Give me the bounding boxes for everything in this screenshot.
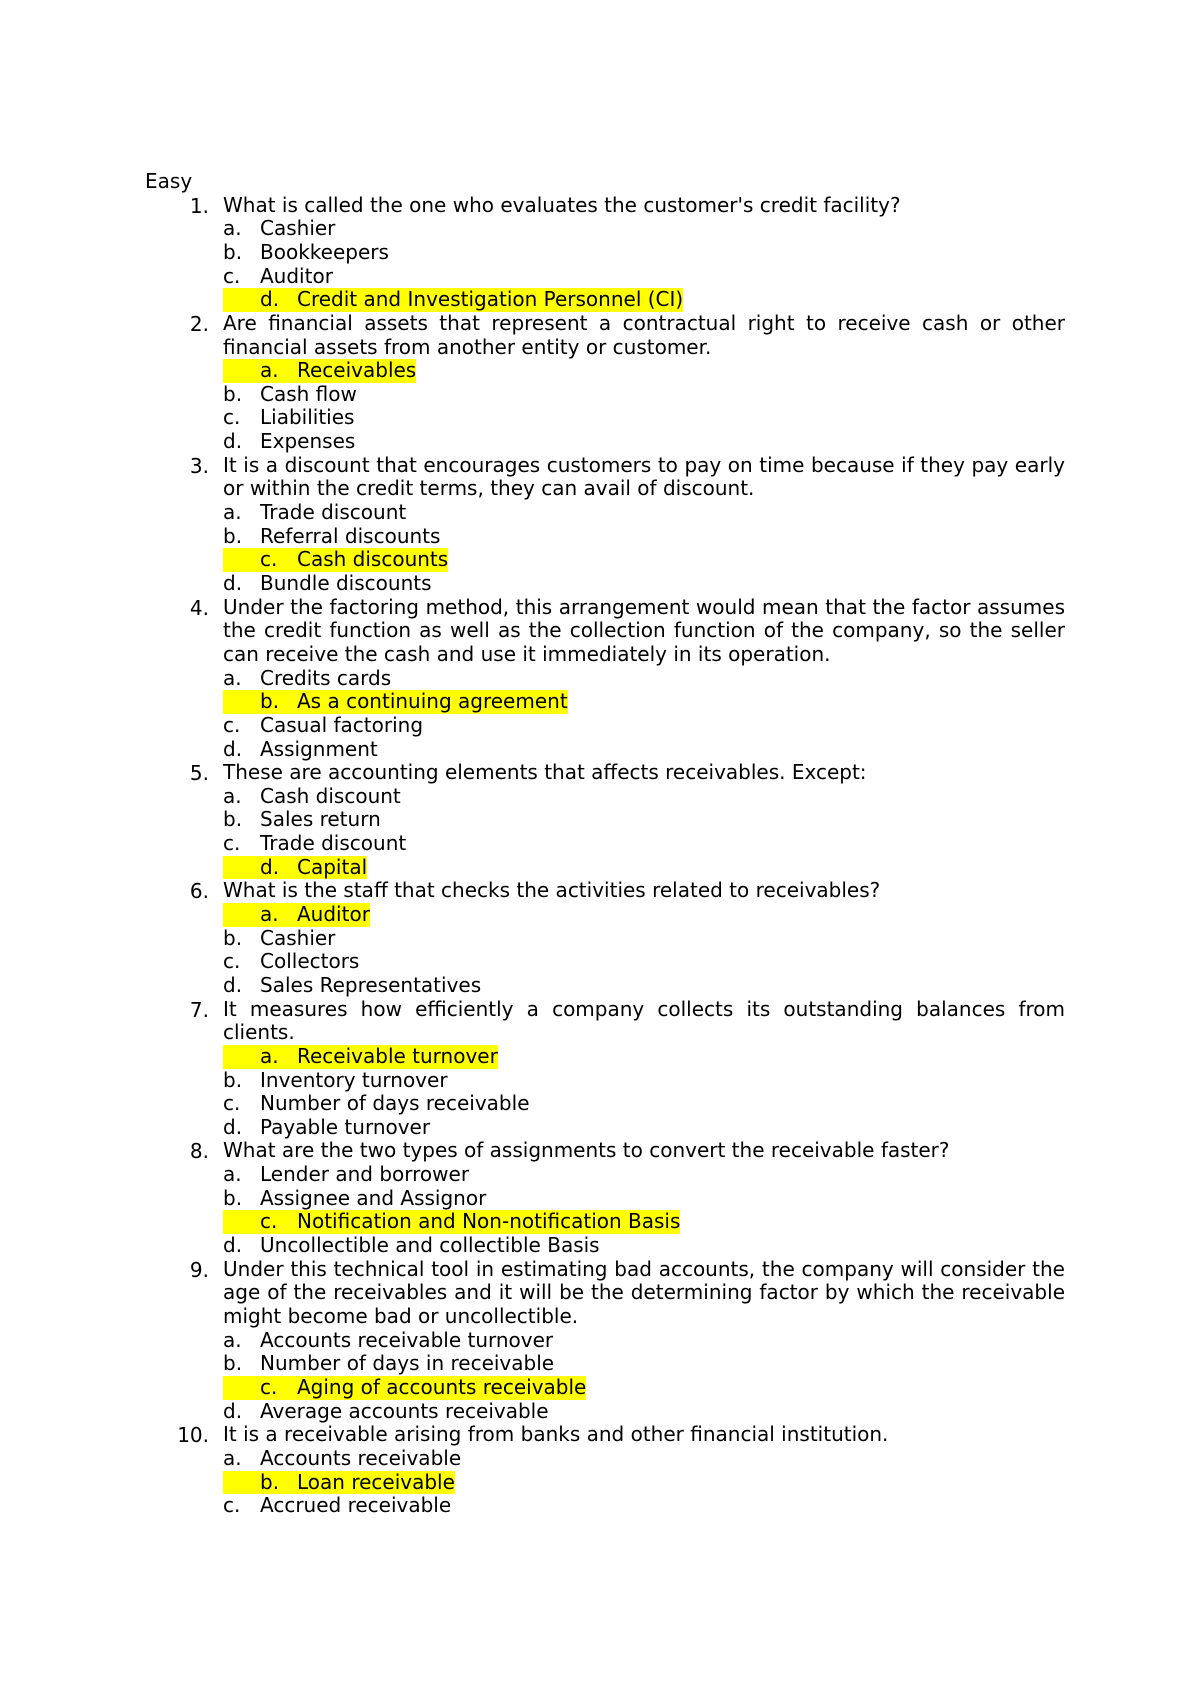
section-heading: Easy — [145, 169, 193, 193]
option-text: Bookkeepers — [260, 239, 389, 264]
answer-option — [145, 430, 1065, 454]
option-text: Collectors — [260, 949, 360, 974]
option-wrapper — [223, 548, 448, 572]
option-text: Accrued receivable — [260, 1493, 452, 1518]
answer-option — [145, 927, 1065, 951]
option-letter: c. — [260, 1374, 278, 1399]
option-letter: c. — [223, 949, 241, 974]
answer-option-highlighted — [145, 359, 1065, 383]
answer-option — [145, 1069, 1065, 1093]
question-stem — [145, 998, 1065, 1045]
option-text: Receivables — [297, 358, 417, 383]
option-letter: d. — [260, 287, 280, 312]
answer-option-highlighted — [145, 1045, 1065, 1069]
answer-option — [145, 1400, 1065, 1424]
option-letter: b. — [223, 1067, 243, 1092]
answer-option — [145, 950, 1065, 974]
option-text: Expenses — [260, 429, 356, 454]
answer-option-highlighted — [145, 1471, 1065, 1495]
option-letter: a. — [223, 500, 242, 525]
question-item — [145, 1423, 1065, 1518]
answer-option — [145, 738, 1065, 762]
option-wrapper — [223, 903, 370, 927]
option-text: Sales return — [260, 807, 381, 832]
option-letter: b. — [223, 239, 243, 264]
question-item — [145, 761, 1065, 879]
answer-option — [145, 974, 1065, 998]
question-item — [145, 454, 1065, 596]
option-text: Auditor — [297, 902, 370, 927]
option-text: Credits cards — [260, 665, 392, 690]
answer-option — [145, 241, 1065, 265]
answer-option — [145, 785, 1065, 809]
option-letter: d. — [223, 1114, 243, 1139]
option-letter: c. — [223, 712, 241, 737]
option-text: Aging of accounts receivable — [297, 1374, 587, 1399]
option-text: Payable turnover — [260, 1114, 431, 1139]
question-number: 8. — [189, 1139, 209, 1164]
option-letter: c. — [260, 547, 278, 572]
answer-option — [145, 1116, 1065, 1140]
option-letter: a. — [223, 216, 242, 241]
question-text: What are the two types of assignments to convert the receivable faster? — [223, 1138, 950, 1163]
question-text: It measures how efficiently a company collects its outstanding balances from clients. — [223, 996, 1065, 1045]
question-text: These are accounting elements that affects receivables. Except: — [223, 760, 867, 785]
question-stem — [145, 761, 1065, 785]
option-letter: b. — [223, 523, 243, 548]
option-letter: a. — [223, 1162, 242, 1187]
option-text: Trade discount — [260, 831, 407, 856]
option-wrapper — [223, 1376, 586, 1400]
answer-option — [145, 1494, 1065, 1518]
quiz-content — [145, 170, 1065, 1518]
option-text: Notification and Non-notification Basis — [297, 1209, 681, 1234]
option-text: Assignee and Assignor — [260, 1185, 487, 1210]
question-item — [145, 194, 1065, 312]
question-item — [145, 312, 1065, 454]
option-wrapper — [223, 1471, 455, 1495]
option-wrapper — [223, 690, 568, 714]
option-text: Trade discount — [260, 500, 407, 525]
option-text: Capital — [297, 854, 368, 879]
option-text: Assignment — [260, 736, 378, 761]
question-text: Under the factoring method, this arrangement would mean that the factor assumes the credit function as well as the collection function of the company, so the seller can receive the cash and use it immediately in its operation. — [223, 594, 1065, 666]
option-letter: d. — [223, 429, 243, 454]
option-text: Cash discount — [260, 783, 401, 808]
option-text: Cash flow — [260, 381, 357, 406]
question-text: What is called the one who evaluates the customer's credit facility? — [223, 192, 901, 217]
question-stem — [145, 1258, 1065, 1329]
answer-option — [145, 832, 1065, 856]
answer-option — [145, 1352, 1065, 1376]
option-letter: d. — [223, 1398, 243, 1423]
option-letter: a. — [223, 783, 242, 808]
option-text: Loan receivable — [297, 1469, 455, 1494]
option-wrapper — [223, 856, 367, 880]
option-text: Number of days in receivable — [260, 1351, 555, 1376]
option-text: Inventory turnover — [260, 1067, 448, 1092]
option-text: Number of days receivable — [260, 1091, 530, 1116]
option-letter: a. — [260, 358, 279, 383]
option-letter: a. — [260, 1043, 279, 1068]
answer-option — [145, 1092, 1065, 1116]
question-text: Are financial assets that represent a contractual right to receive cash or other financial assets from another entity or customer. — [223, 310, 1065, 359]
answer-option — [145, 217, 1065, 241]
question-number: 6. — [189, 879, 209, 904]
option-text: Liabilities — [260, 405, 355, 430]
option-letter: b. — [223, 1185, 243, 1210]
option-letter: c. — [260, 1209, 278, 1234]
answer-option-highlighted — [145, 856, 1065, 880]
question-stem — [145, 454, 1065, 501]
answer-option-highlighted — [145, 690, 1065, 714]
answer-option-highlighted — [145, 548, 1065, 572]
option-letter: d. — [223, 1233, 243, 1258]
question-number: 2. — [189, 311, 209, 336]
question-stem — [145, 879, 1065, 903]
option-letter: c. — [223, 263, 241, 288]
option-wrapper — [223, 1045, 498, 1069]
question-text: It is a receivable arising from banks and other financial institution. — [223, 1422, 889, 1447]
question-number: 10. — [177, 1423, 209, 1448]
answer-option-highlighted — [145, 1376, 1065, 1400]
option-letter: c. — [223, 405, 241, 430]
option-text: Cashier — [260, 216, 336, 241]
option-letter: a. — [260, 902, 279, 927]
option-text: Cash discounts — [297, 547, 449, 572]
option-text: Receivable turnover — [297, 1043, 498, 1068]
answer-option-highlighted — [145, 903, 1065, 927]
option-letter: d. — [223, 736, 243, 761]
question-item — [145, 998, 1065, 1140]
question-number: 4. — [189, 595, 209, 620]
option-letter: b. — [260, 1469, 280, 1494]
question-item — [145, 596, 1065, 762]
option-text: Auditor — [260, 263, 333, 288]
option-letter: c. — [223, 1091, 241, 1116]
option-text: Average accounts receivable — [260, 1398, 549, 1423]
option-text: Casual factoring — [260, 712, 424, 737]
question-number: 5. — [189, 761, 209, 786]
question-stem — [145, 194, 1065, 218]
question-number: 7. — [189, 997, 209, 1022]
option-letter: c. — [223, 831, 241, 856]
option-text: As a continuing agreement — [297, 689, 568, 714]
question-text: Under this technical tool in estimating bad accounts, the company will consider the age of the receivables and it will be the determining factor by which the receivable might become bad or uncollectible. — [223, 1256, 1065, 1328]
option-wrapper — [223, 288, 683, 312]
answer-option-highlighted — [145, 288, 1065, 312]
option-text: Lender and borrower — [260, 1162, 470, 1187]
answer-option — [145, 265, 1065, 289]
answer-option — [145, 714, 1065, 738]
answer-option — [145, 1234, 1065, 1258]
option-letter: b. — [223, 925, 243, 950]
option-letter: b. — [260, 689, 280, 714]
question-number: 3. — [189, 453, 209, 478]
option-letter: c. — [223, 1493, 241, 1518]
answer-option — [145, 501, 1065, 525]
option-letter: d. — [260, 854, 280, 879]
question-text: It is a discount that encourages customers to pay on time because if they pay early or within the credit terms, they can avail of discount. — [223, 452, 1065, 501]
option-letter: b. — [223, 381, 243, 406]
option-wrapper — [223, 1210, 680, 1234]
question-stem — [145, 596, 1065, 667]
option-text: Sales Representatives — [260, 972, 482, 997]
option-letter: b. — [223, 1351, 243, 1376]
option-text: Accounts receivable — [260, 1445, 462, 1470]
option-letter: d. — [223, 570, 243, 595]
option-text: Cashier — [260, 925, 336, 950]
option-wrapper — [223, 359, 416, 383]
option-text: Credit and Investigation Personnel (CI) — [297, 287, 684, 312]
question-number: 1. — [189, 193, 209, 218]
answer-option — [145, 406, 1065, 430]
question-list — [145, 194, 1065, 1518]
question-text: What is the staff that checks the activities related to receivables? — [223, 878, 881, 903]
answer-option — [145, 383, 1065, 407]
option-letter: b. — [223, 807, 243, 832]
option-letter: a. — [223, 1445, 242, 1470]
question-item — [145, 879, 1065, 997]
answer-option — [145, 572, 1065, 596]
question-stem — [145, 1423, 1065, 1447]
answer-option — [145, 1163, 1065, 1187]
question-stem — [145, 312, 1065, 359]
question-number: 9. — [189, 1257, 209, 1282]
question-item — [145, 1258, 1065, 1424]
option-text: Bundle discounts — [260, 570, 432, 595]
option-letter: a. — [223, 1327, 242, 1352]
answer-option — [145, 1329, 1065, 1353]
option-text: Referral discounts — [260, 523, 441, 548]
option-text: Accounts receivable turnover — [260, 1327, 554, 1352]
option-letter: d. — [223, 972, 243, 997]
answer-option — [145, 1187, 1065, 1211]
option-letter: a. — [223, 665, 242, 690]
question-stem — [145, 1139, 1065, 1163]
option-text: Uncollectible and collectible Basis — [260, 1233, 600, 1258]
answer-option-highlighted — [145, 1210, 1065, 1234]
answer-option — [145, 1447, 1065, 1471]
answer-option — [145, 525, 1065, 549]
answer-option — [145, 808, 1065, 832]
question-item — [145, 1139, 1065, 1257]
answer-option — [145, 667, 1065, 691]
